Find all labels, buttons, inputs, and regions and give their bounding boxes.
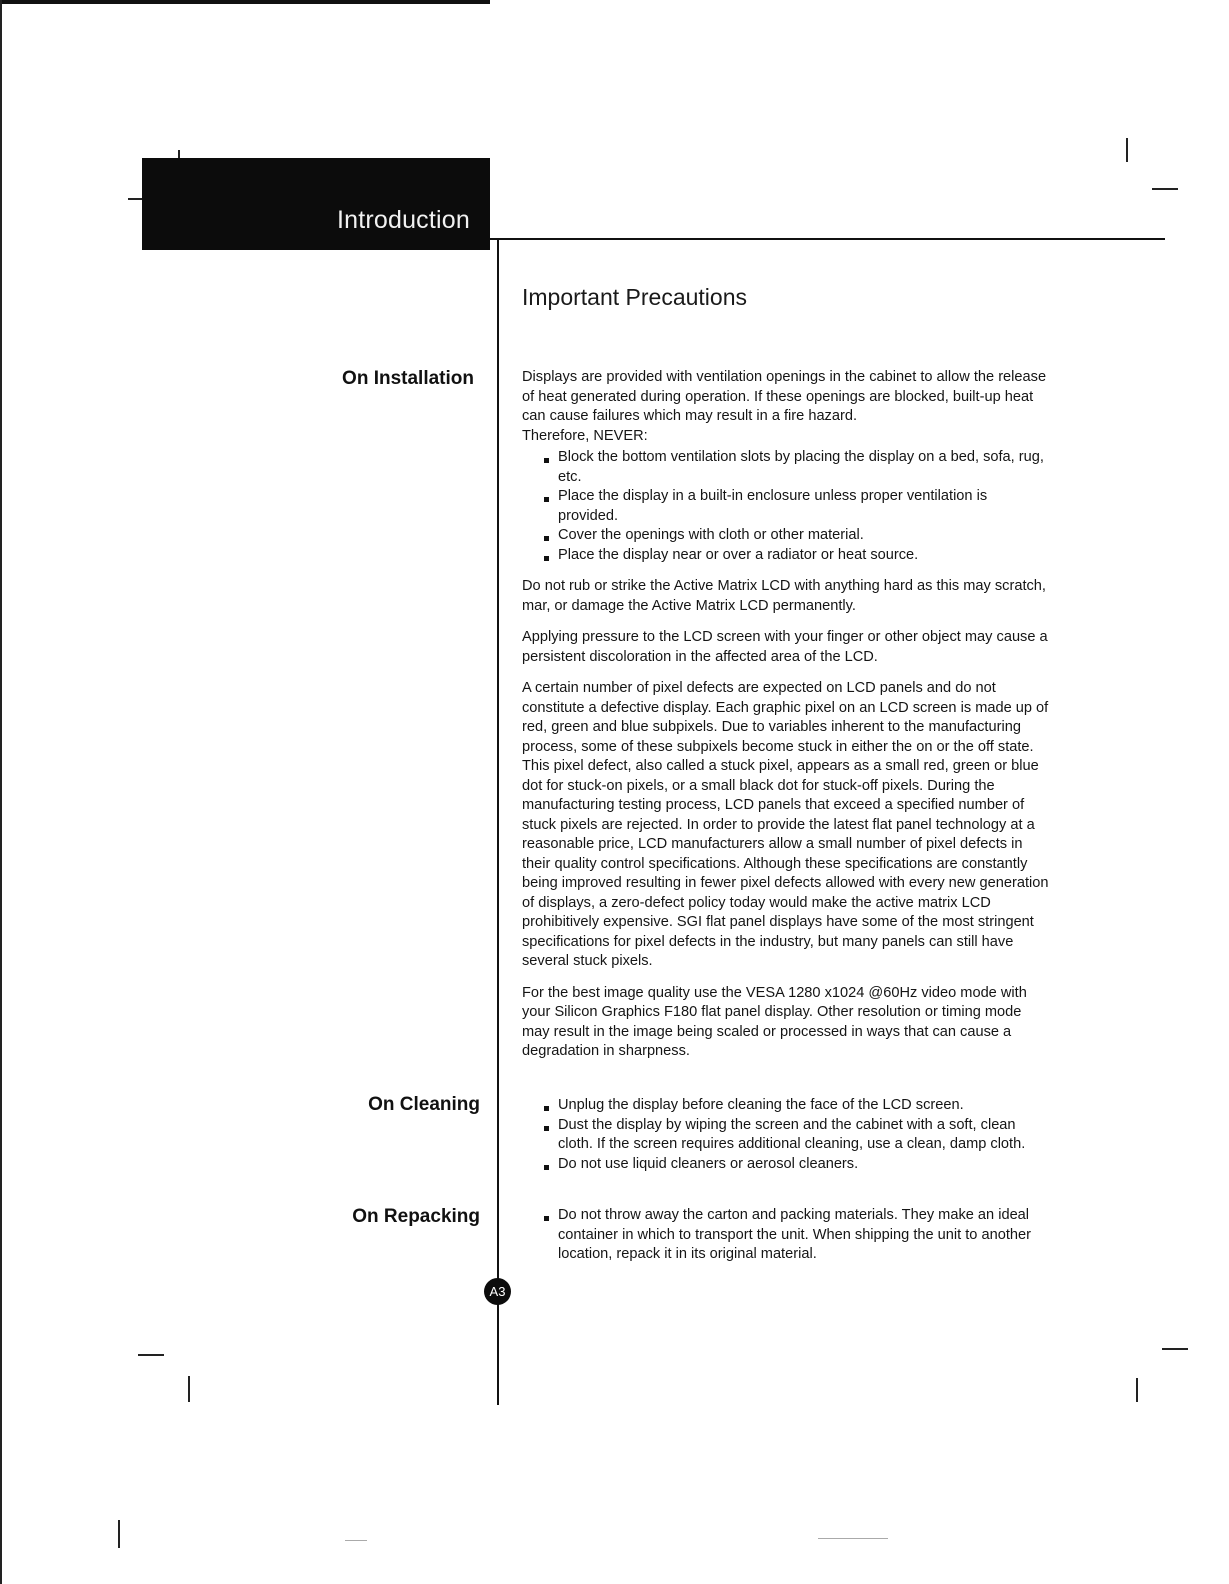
paragraph-pressure: Applying pressure to the LCD screen with your finger or other object may cause a persistent discoloration in the affected area of the LCD. [522,629,1048,665]
list-item: Dust the display by wiping the screen and the cabinet with a soft, clean cloth. If the screen requires additional cleaning, use a clean, damp cloth. [542,1116,1050,1155]
crop-mark [188,1376,190,1402]
page-title: Important Precautions [522,284,748,310]
cleaning-list [542,1096,1050,1174]
crop-mark [138,1354,164,1356]
paragraph-image-quality: For the best image quality use the VESA 1280 x1024 @60Hz video mode with your Silicon Graphics F180 flat panel display. Other resolution or timing mode may result in the image being scaled or processed in ways that can cause a degradation in sharpness. [522,984,1027,1059]
paragraph-pixel-defects: A certain number of pixel defects are expected on LCD panels and do not constitute a defective display. Each graphic pixel on an LCD screen is made up of red, green and blue subpixels. Due to variables inherent to the manufacturing process, some of these subpixels become stuck in either the on or the off state. This pixel defect, also called a stuck pixel, appears as a small red, green or blue dot for stuck-on pixels, or a small black dot for stuck-off pixels. During the manufacturing testing process, LCD panels that exceed a specified number of stuck pixels are rejected. In order to provide the latest flat panel technology at a reasonable price, LCD manufacturers allow a small number of pixel defects in their quality control specifications. Although these specifications are constantly being improved resulting in fewer pixel defects allowed with every new generation of displays, a zero-defect policy today would make the active matrix LCD prohibitively expensive. SGI flat panel displays have some of the most stringent specifications for pixel defects in the industry, but many panels can still have several stuck pixels. [522,680,1049,969]
section-title: Introduction [336,206,470,234]
repacking-list [542,1206,1050,1265]
list-item: Place the display near or over a radiator or heat source. [542,546,1050,566]
crop-mark [1162,1348,1188,1350]
scan-mark [818,1538,888,1539]
crop-mark [1136,1378,1138,1402]
never-list [542,448,1050,565]
installation-intro: Displays are provided with ventilation openings in the cabinet to allow the release of heat generated during operation. If these openings are blocked, built-up heat can cause failures which may result in a fire hazard. [522,369,1047,424]
crop-mark [1126,138,1128,162]
list-item: Unplug the display before cleaning the face of the LCD screen. [542,1096,1050,1116]
scan-mark [118,1520,120,1548]
installation-section [522,368,1050,1074]
crop-mark [1152,188,1178,190]
heading-cleaning: On Cleaning [368,1094,480,1115]
page-number-badge: A3 [484,1278,511,1305]
header-rule [490,238,1165,240]
list-item: Do not throw away the carton and packing materials. They make an ideal container in which to transport the unit. When shipping the unit to another location, repack it in its original material. [542,1206,1050,1265]
list-item: Do not use liquid cleaners or aerosol cleaners. [542,1155,1050,1175]
list-item: Cover the openings with cloth or other material. [542,526,1050,546]
section-header-block [142,158,490,250]
crop-mark [128,198,142,200]
heading-repacking: On Repacking [352,1206,480,1227]
top-rule [0,0,490,4]
cleaning-section [542,1096,1050,1174]
page-edge [0,0,2,1584]
list-item: Block the bottom ventilation slots by placing the display on a bed, sofa, rug, etc. [542,448,1050,487]
list-item: Place the display in a built-in enclosure unless proper ventilation is provided. [542,487,1050,526]
paragraph-rub: Do not rub or strike the Active Matrix LCD with anything hard as this may scratch, mar, or damage the Active Matrix LCD permanently. [522,578,1046,614]
heading-installation: On Installation [342,368,474,389]
scan-mark [345,1540,367,1541]
column-divider [497,240,499,1405]
never-label: Therefore, NEVER: [522,427,648,444]
repacking-section [542,1206,1050,1265]
